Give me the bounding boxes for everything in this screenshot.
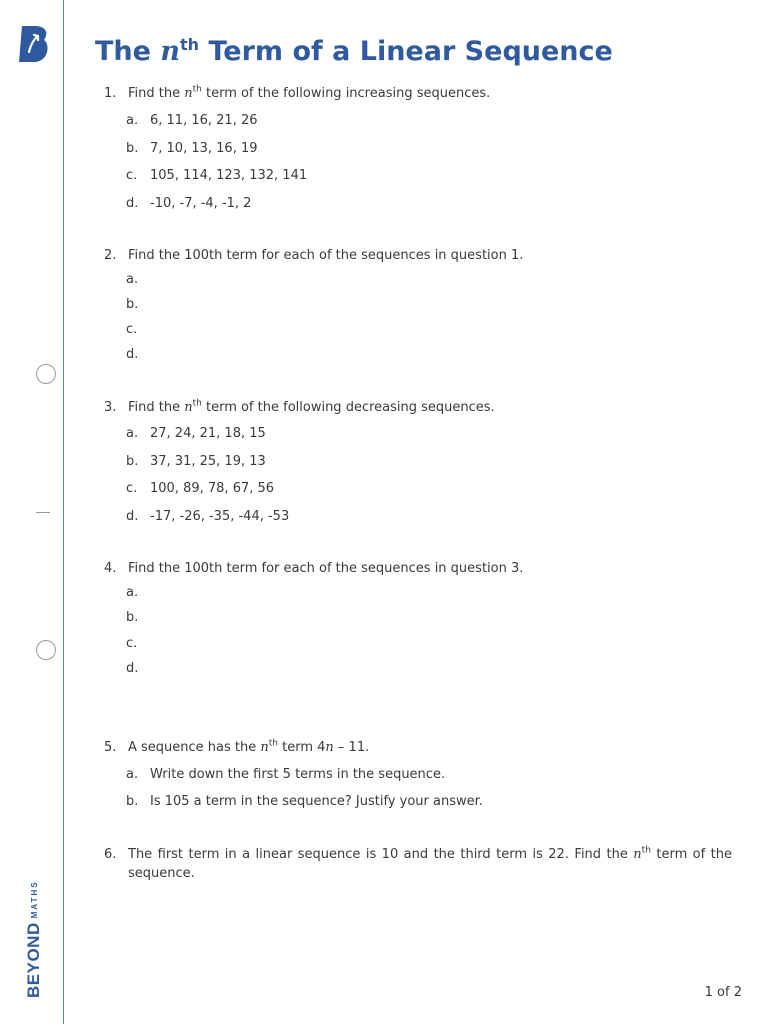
question-5: 5. A sequence has the $n^{th}$ term 4n – 11.	[104, 738, 732, 757]
question-text: Find the $n^{th}$ term of the following decreasing sequences.	[128, 398, 495, 415]
fold-mark	[36, 512, 50, 513]
question-1-part-a: a. 6, 11, 16, 21, 26	[126, 113, 258, 128]
page-number: 1 of 2	[704, 985, 742, 1000]
punch-hole-top	[36, 364, 56, 384]
question-2-part-d: d.	[126, 347, 139, 362]
punch-hole-bottom	[36, 640, 56, 660]
question-4-part-a: a.	[126, 585, 139, 600]
question-5-part-a: a. Write down the first 5 terms in the sequence.	[126, 767, 446, 782]
question-1-part-d: d. -10, -7, -4, -1, 2	[126, 196, 252, 211]
question-text: Find the 100th term for each of the sequences in question 3.	[128, 561, 524, 576]
question-text: Find the 100th term for each of the sequences in question 1.	[128, 248, 524, 263]
question-2: 2. Find the 100th term for each of the sequences in question 1.	[104, 246, 732, 265]
question-4-part-b: b.	[126, 610, 139, 625]
margin-line	[63, 0, 64, 1024]
question-2-part-c: c.	[126, 322, 138, 337]
question-4-part-c: c.	[126, 636, 138, 651]
question-1: 1. Find the $n^{th}$ term of the following increasing sequences.	[104, 84, 732, 103]
question-3-part-a: a. 27, 24, 21, 18, 15	[126, 426, 266, 441]
question-4-part-d: d.	[126, 661, 139, 676]
brand-wordmark: BEYONDMATHS	[24, 880, 43, 998]
question-2-part-a: a.	[126, 272, 139, 287]
question-text: Find the $n^{th}$ term of the following increasing sequences.	[128, 84, 491, 101]
question-3-part-b: b. 37, 31, 25, 19, 13	[126, 454, 266, 469]
question-1-part-c: c. 105, 114, 123, 132, 141	[126, 168, 308, 183]
page-title: The $n^{th}$ Term of a Linear Sequence	[95, 35, 613, 67]
beyond-logo-icon	[16, 24, 50, 64]
question-1-part-b: b. 7, 10, 13, 16, 19	[126, 141, 258, 156]
question-5-part-b: b. Is 105 a term in the sequence? Justify your answer.	[126, 794, 483, 809]
question-2-part-b: b.	[126, 297, 139, 312]
question-6: 6. The first term in a linear sequence is 10 and the third term is 22. Find the $n^{th}$ term of the sequence.	[104, 845, 732, 881]
question-3-part-d: d. -17, -26, -35, -44, -53	[126, 509, 290, 524]
question-3: 3. Find the $n^{th}$ term of the following decreasing sequences.	[104, 398, 732, 417]
question-3-part-c: c. 100, 89, 78, 67, 56	[126, 481, 275, 496]
question-text: The first term in a linear sequence is 10 and the third term is 22. Find the $n^{th}$ term of the sequence.	[128, 845, 732, 881]
question-text: A sequence has the $n^{th}$ term 4n – 11.	[128, 738, 370, 755]
question-4: 4. Find the 100th term for each of the sequences in question 3.	[104, 559, 732, 578]
